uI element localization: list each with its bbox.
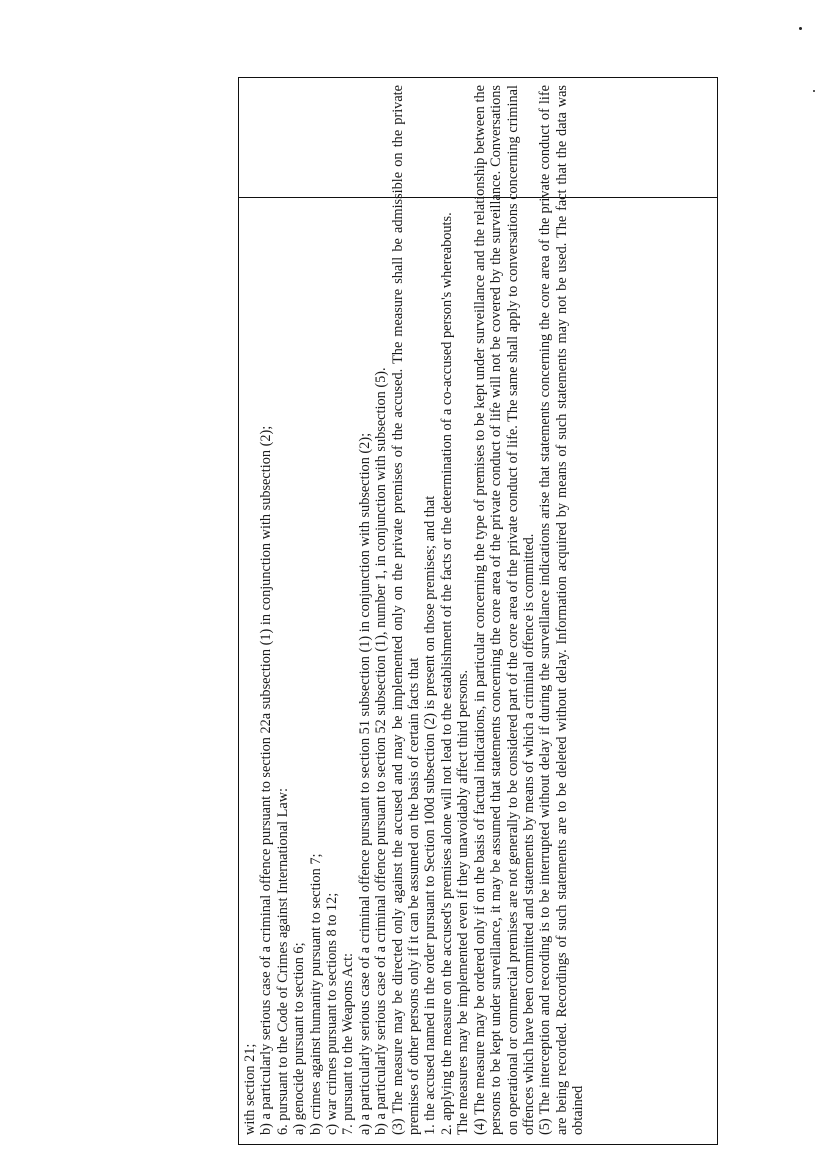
paragraph: The measures may be implemented even if they unavoidably affect third persons.: [455, 669, 472, 1135]
rotated-page: [238, 77, 718, 1145]
paragraph: b) crimes against humanity pursuant to section 7;: [307, 853, 324, 1135]
paragraph: 7. pursuant to the Weapons Act:: [340, 952, 357, 1135]
paragraph: (5) The interception and recording is to be interrupted without delay if during the surveillance indications arise that statements concerning the core area of the private conduct of life are being recorded. Recordings of such statements are to be deleted without delay. Information acquired by means of such statements may not be used. The fact that the data was obtained: [537, 85, 587, 1135]
paragraph: a) a particularly serious case of a criminal offence pursuant to section 51 subsection (1) in conjunction with subsection (2);: [356, 432, 373, 1135]
paragraph: 2. applying the measure on the accused's premises alone will not lead to the establishment of the facts or the determination of a co-accused person's whereabouts.: [438, 212, 455, 1135]
scan-speck: [813, 90, 815, 92]
paragraph: a) genocide pursuant to section 6;: [291, 942, 308, 1135]
paragraph: (3) The measure may be directed only against the accused and may be implemented only on the private premises of the accused. The measure shall be admissible on the private premises of other persons only if it can be assumed on the basis of certain facts that: [389, 85, 423, 1135]
paragraph: 6. pursuant to the Code of Crimes against International Law:: [274, 787, 291, 1135]
paragraph: c) war crimes pursuant to sections 8 to 12;: [324, 892, 341, 1135]
document-body: [238, 77, 596, 1145]
scan-speck: [799, 27, 802, 30]
paragraph: 1. the accused named in the order pursuant to Section 100d subsection (2) is present on those premises; and that: [422, 495, 439, 1135]
paragraph: b) a particularly serious case of a criminal offence pursuant to section 22a subsection (1) in conjunction with subsection (2);: [258, 425, 275, 1135]
paragraph: (4) The measure may be ordered only if on the basis of factual indications, in particular concerning the type of premises to be kept under surveillance and the relationship between the persons to be kept under surveillance, it may be assumed that statements concerning the core area of the private conduct of life will not be covered by the surveillance. Conversations on operational or commercial premises are not generally to be considered part of the core area of the private conduct of life. The same shall apply to conversations concerning criminal offences which have been committed and statements by means of which a criminal offence is committed.: [471, 85, 537, 1135]
paragraph: b) a particularly serious case of a criminal offence pursuant to section 52 subsection (1), number 1, in conjunction with subsection (5).: [373, 367, 390, 1135]
paragraph: with section 21;: [242, 1043, 258, 1135]
